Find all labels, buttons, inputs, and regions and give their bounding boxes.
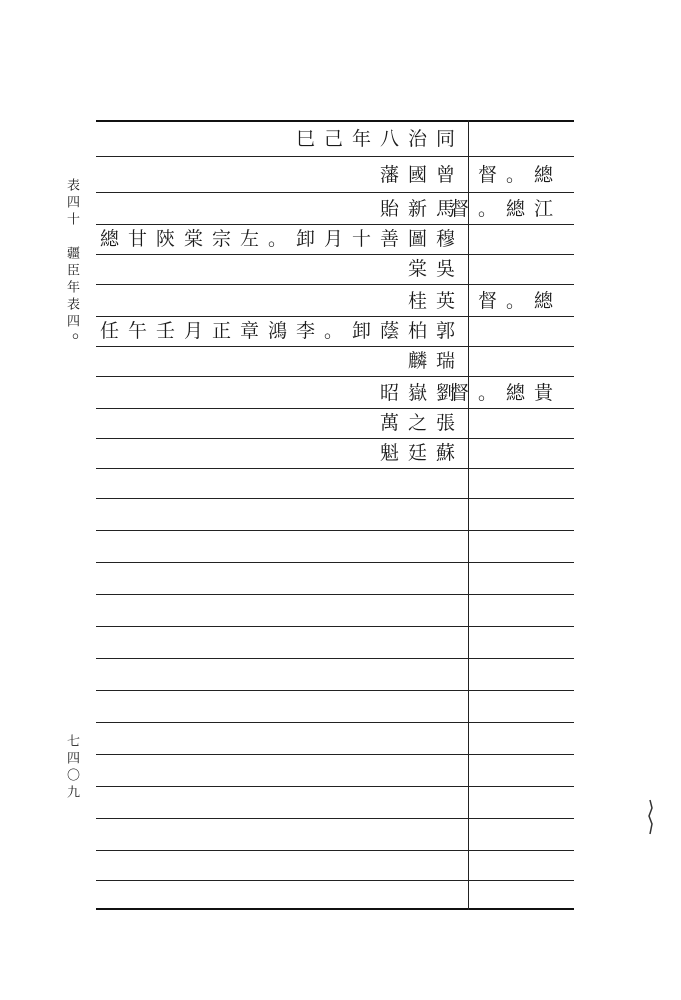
row-6-left: 英桂 [407,290,464,312]
row-rule [96,438,574,439]
row-rule [96,658,574,659]
row-4-left: 穆圖善十月卸。左宗棠陝甘總 [99,228,464,250]
row-rule [96,156,574,157]
row-rule [96,626,574,627]
row-7-left: 郭柏蔭卸。李鴻章正月壬午任。 [71,320,464,342]
page-number [58,734,84,824]
row-rule [96,562,574,563]
row-rule [96,818,574,819]
row-rule [96,498,574,499]
stray-ink-mark [646,798,656,838]
row-2-left: 曾國藩 [379,164,464,186]
row-rule [96,722,574,723]
row-rule [96,376,574,377]
row-8-left: 瑞麟 [407,350,464,372]
row-rule [96,786,574,787]
row-rule [96,192,574,193]
row-rule [96,284,574,285]
row-10-left: 張之萬 [379,412,464,434]
row-3-right: 江總。督 [449,198,562,220]
row-rule [96,408,574,409]
row-rule [96,594,574,595]
row-1-left: 同治八年己巳 [295,128,464,150]
table-top-rule [96,120,574,122]
margin-title-text: 表四十 疆臣年表四 [64,178,79,331]
row-rule [96,346,574,347]
row-rule [96,754,574,755]
row-rule [96,254,574,255]
row-rule [96,530,574,531]
row-2-right: 總。督 [477,164,562,186]
table-bottom-rule [96,908,574,910]
column-divider [468,120,469,910]
row-5-left: 吳棠 [407,258,464,280]
row-6-right: 總。督 [477,290,562,312]
page-number-text: 七四〇九 [64,734,79,802]
row-9-left: 劉嶽昭 [379,382,464,404]
row-rule [96,690,574,691]
row-rule [96,468,574,469]
row-11-left: 蘇廷魁 [379,442,464,464]
row-rule [96,880,574,881]
margin-title [58,178,84,378]
row-9-right: 貴總。督 [449,382,562,404]
row-3-left: 馬新貽 [379,198,464,220]
row-rule [96,850,574,851]
